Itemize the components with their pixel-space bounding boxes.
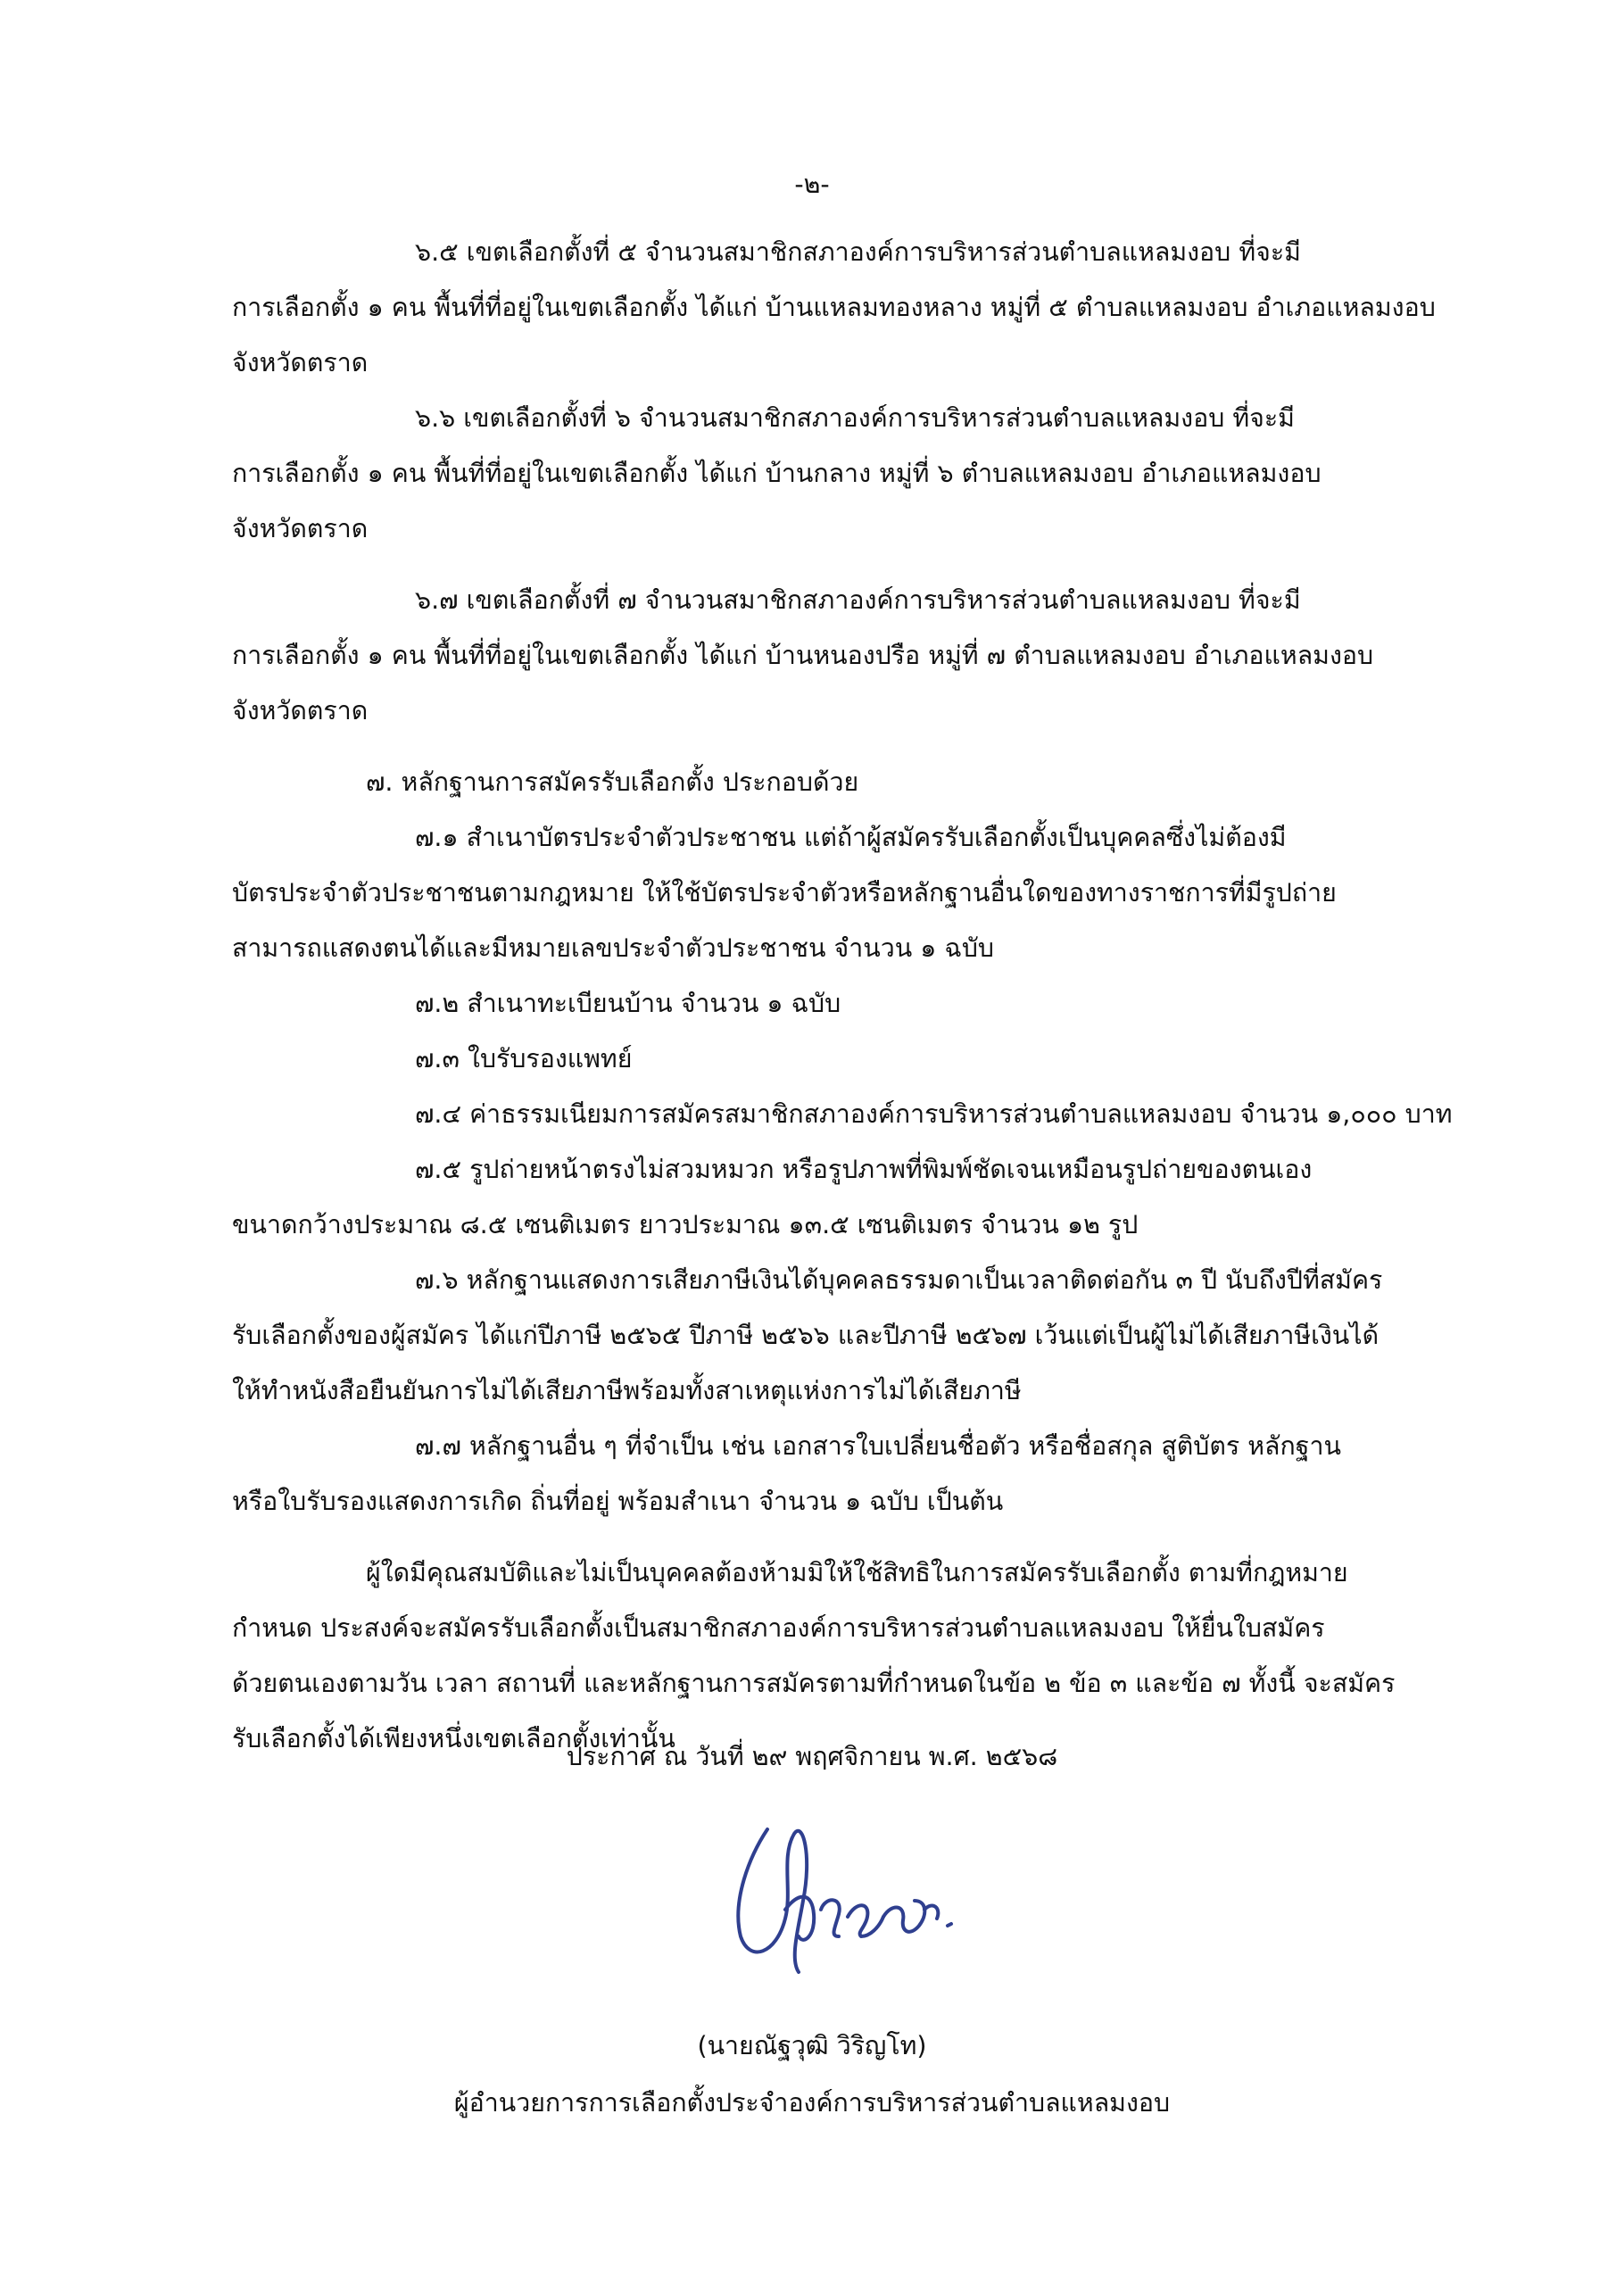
text-line: จังหวัดตราด <box>232 696 369 725</box>
text-line: บัตรประจำตัวประชาชนตามกฎหมาย ให้ใช้บัตรประจำตัวหรือหลักฐานอื่นใดของทางราชการที่มีรูปถ่าย <box>232 878 1337 908</box>
text-line: การเลือกตั้ง ๑ คน พื้นที่ที่อยู่ในเขตเลือกตั้ง ได้แก่ บ้านกลาง หมู่ที่ ๖ ตำบลแหลมงอบ อำเภอแหลมงอบ <box>232 459 1322 488</box>
text-line: ๗.๖ หลักฐานแสดงการเสียภาษีเงินได้บุคคลธรรมดาเป็นเวลาติดต่อกัน ๓ ปี นับถึงปีที่สมัคร <box>415 1265 1383 1295</box>
page-number: -๒- <box>794 170 830 199</box>
text-line: ขนาดกว้างประมาณ ๘.๕ เซนติเมตร ยาวประมาณ ๑๓.๕ เซนติเมตร จำนวน ๑๒ รูป <box>232 1210 1139 1239</box>
text-line: ๗. หลักฐานการสมัครรับเลือกตั้ง ประกอบด้วย <box>366 767 859 797</box>
section-6-7 <box>232 573 1478 739</box>
section-7-3 <box>232 1032 1478 1087</box>
text-line: ๖.๗ เขตเลือกตั้งที่ ๗ จำนวนสมาชิกสภาองค์การบริหารส่วนตำบลแหลมงอบ ที่จะมี <box>415 585 1301 615</box>
section-6-6 <box>232 391 1478 557</box>
text-line: จังหวัดตราด <box>232 348 369 377</box>
section-7-2 <box>232 976 1478 1032</box>
text-line: ด้วยตนเองตามวัน เวลา สถานที่ และหลักฐานการสมัครตามที่กำหนดในข้อ ๒ ข้อ ๓ และข้อ ๗ ทั้งนี้ จะสมัคร <box>232 1669 1396 1698</box>
text-line: ๗.๕ รูปถ่ายหน้าตรงไม่สวมหมวก หรือรูปภาพที่พิมพ์ชัดเจนเหมือนรูปถ่ายของตนเอง <box>415 1155 1313 1184</box>
text-line: ๗.๗ หลักฐานอื่น ๆ ที่จำเป็น เช่น เอกสารใบเปลี่ยนชื่อตัว หรือชื่อสกุล สูติบัตร หลักฐาน <box>415 1431 1341 1461</box>
section-6-5 <box>232 225 1478 391</box>
section-7-6 <box>232 1253 1478 1419</box>
text-line: รับเลือกตั้งได้เพียงหนึ่งเขตเลือกตั้งเท่านั้น <box>232 1724 675 1753</box>
text-line: การเลือกตั้ง ๑ คน พื้นที่ที่อยู่ในเขตเลือกตั้ง ได้แก่ บ้านแหลมทองหลาง หมู่ที่ ๕ ตำบลแหลมงอบ อำเภอแหลมงอบ <box>232 293 1436 322</box>
text-line: ๗.๑ สำเนาบัตรประจำตัวประชาชน แต่ถ้าผู้สมัครรับเลือกตั้งเป็นบุคคลซึ่งไม่ต้องมี <box>415 823 1287 852</box>
text-line: ๖.๕ เขตเลือกตั้งที่ ๕ จำนวนสมาชิกสภาองค์การบริหารส่วนตำบลแหลมงอบ ที่จะมี <box>415 237 1301 267</box>
announcement-date: ประกาศ ณ วันที่ ๒๙ พฤศจิกายน พ.ศ. ๒๕๖๘ <box>566 1742 1058 1771</box>
text-line: ๖.๖ เขตเลือกตั้งที่ ๖ จำนวนสมาชิกสภาองค์การบริหารส่วนตำบลแหลมงอบ ที่จะมี <box>415 403 1295 433</box>
section-7-7 <box>232 1419 1478 1529</box>
text-line: จังหวัดตราด <box>232 514 369 543</box>
text-line: ๗.๒ สำเนาทะเบียนบ้าน จำนวน ๑ ฉบับ <box>415 989 841 1018</box>
document-body <box>232 225 1478 1767</box>
text-line: สามารถแสดงตนได้และมีหมายเลขประจำตัวประชาชน จำนวน ๑ ฉบับ <box>232 933 994 963</box>
text-line: รับเลือกตั้งของผู้สมัคร ได้แก่ปีภาษี ๒๕๖๕ ปีภาษี ๒๕๖๖ และปีภาษี ๒๕๖๗ เว้นแต่เป็นผู้ไม่ได้เสียภาษีเงินได้ <box>232 1321 1380 1350</box>
section-7-4 <box>232 1087 1478 1142</box>
text-line: การเลือกตั้ง ๑ คน พื้นที่ที่อยู่ในเขตเลือกตั้ง ได้แก่ บ้านหนองปรือ หมู่ที่ ๗ ตำบลแหลมงอบ อำเภอแหลมงอบ <box>232 641 1374 670</box>
signatory-name: (นายณัฐวุฒิ วิริญโท) <box>697 2031 927 2060</box>
text-line: ให้ทำหนังสือยืนยันการไม่ได้เสียภาษีพร้อมทั้งสาเหตุแห่งการไม่ได้เสียภาษี <box>232 1376 1022 1405</box>
section-7-5 <box>232 1142 1478 1253</box>
text-line: หรือใบรับรองแสดงการเกิด ถิ่นที่อยู่ พร้อมสำเนา จำนวน ๑ ฉบับ เป็นต้น <box>232 1487 1004 1516</box>
section-7-1 <box>232 810 1478 976</box>
signature-image <box>714 1803 990 1990</box>
section-7-heading <box>232 755 1478 810</box>
signature-icon <box>714 1803 990 1990</box>
text-line: ผู้ใดมีคุณสมบัติและไม่เป็นบุคคลต้องห้ามมิให้ใช้สิทธิในการสมัครรับเลือกตั้ง ตามที่กฎหมาย <box>366 1558 1348 1587</box>
signatory-position: ผู้อำนวยการการเลือกตั้งประจำองค์การบริหารส่วนตำบลแหลมงอบ <box>453 2088 1171 2118</box>
text-line: กำหนด ประสงค์จะสมัครรับเลือกตั้งเป็นสมาชิกสภาองค์การบริหารส่วนตำบลแหลมงอบ ให้ยื่นใบสมัคร <box>232 1613 1325 1643</box>
text-line: ๗.๓ ใบรับรองแพทย์ <box>415 1044 633 1073</box>
closing-paragraph <box>232 1546 1478 1767</box>
text-line: ๗.๔ ค่าธรรมเนียมการสมัครสมาชิกสภาองค์การบริหารส่วนตำบลแหลมงอบ จำนวน ๑,๐๐๐ บาท <box>415 1099 1453 1129</box>
